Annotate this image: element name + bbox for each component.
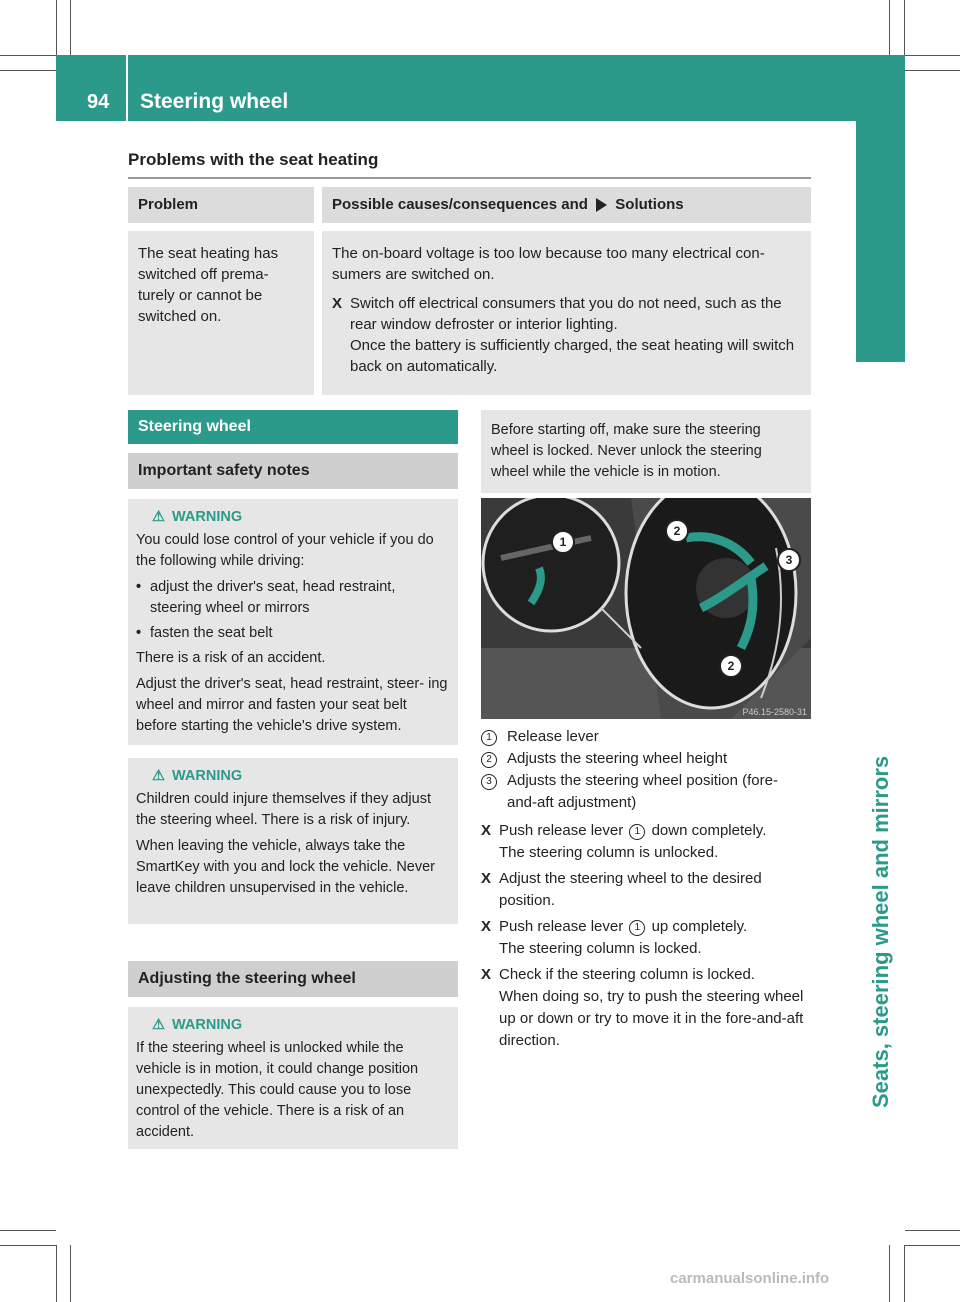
crop-mark <box>0 70 56 71</box>
warning-risk: There is a risk of an accident. <box>136 650 326 666</box>
problem-text: The seat heating has switched off prema- turely or cannot be switched on. <box>138 245 279 325</box>
left-column <box>128 410 458 1149</box>
warning-text: Children could injure themselves if they adjust the steering wheel. There is a risk of injury. <box>136 791 431 828</box>
warning-label: WARNING <box>172 1017 243 1033</box>
legend-number: 2 <box>481 752 497 768</box>
warning-intro: You could lose control of your vehicle if you do the following while driving: <box>136 532 434 569</box>
step-text: Adjust the steering wheel to the desired position. <box>499 870 762 909</box>
chapter-label: Seats, steering wheel and mirrors <box>868 755 893 1108</box>
section-title-adjusting: Adjusting the steering wheel <box>128 961 458 997</box>
step-x-icon: X <box>481 870 492 887</box>
table-header-problem: Problem <box>128 187 318 227</box>
figure-code: P46.15-2580-31 <box>742 707 807 717</box>
step-x-icon: X <box>481 918 492 935</box>
crop-mark <box>0 1230 56 1231</box>
warning-heading <box>152 766 450 787</box>
crop-mark <box>904 1245 905 1302</box>
watermark: carmanualsonline.info <box>670 1270 830 1287</box>
warning-heading <box>152 507 450 528</box>
warning-advice: Adjust the driver's seat, head restraint, steer- ing wheel and mirror and fasten your seat belt before starting the vehicle's drive system. <box>136 676 448 734</box>
warning-text: When leaving the vehicle, always take the SmartKey with you and lock the vehicle. Never leave children unsupervised in the vehicle. <box>136 838 435 896</box>
step-text: Push release lever <box>499 822 624 839</box>
list-item: • fasten the seat belt <box>136 623 450 644</box>
page-header <box>56 55 905 121</box>
problems-heading: Problems with the seat heating <box>128 150 379 169</box>
svg-text:1: 1 <box>559 535 567 549</box>
section-title-steering: Steering wheel <box>128 410 458 444</box>
svg-text:3: 3 <box>785 553 793 567</box>
section-title-safety: Important safety notes <box>128 453 458 489</box>
crop-mark <box>70 0 71 55</box>
step-x-icon: X <box>481 966 492 983</box>
step-x-icon: X <box>481 822 492 839</box>
legend-text: Release lever <box>507 728 599 745</box>
warning-label: WARNING <box>172 509 243 525</box>
legend-item <box>481 726 811 748</box>
step-item <box>481 964 811 1052</box>
step-text: down completely. <box>651 822 767 839</box>
warning-triangle-icon: ⚠ <box>152 768 165 784</box>
crop-mark <box>889 1245 890 1302</box>
steering-adjustment-figure <box>481 498 811 719</box>
step-result: The steering column is unlocked. <box>499 844 719 861</box>
crop-mark <box>0 55 56 56</box>
warning-heading <box>152 1015 450 1036</box>
warning-text: If the steering wheel is unlocked while the vehicle is in motion, it could change position unexpectedly. This could cause you to lose control of the vehicle. There is a risk of an accident. <box>136 1040 419 1140</box>
callout-1-icon: 1 <box>629 920 645 936</box>
header-solutions-a: Possible causes/consequences and <box>332 196 588 213</box>
legend-item <box>481 748 811 770</box>
chapter-sidebar <box>856 55 905 1108</box>
header-solutions-b: Solutions <box>615 196 684 213</box>
svg-text:2: 2 <box>673 524 681 538</box>
header-divider <box>126 55 128 121</box>
page-number: 94 <box>87 91 110 113</box>
legend-text: Adjusts the steering wheel position (fore- and-aft adjustment) <box>507 772 778 811</box>
crop-mark <box>905 1245 960 1246</box>
right-column <box>481 410 811 493</box>
divider <box>128 177 811 179</box>
legend-item <box>481 770 811 814</box>
crop-mark <box>0 1245 56 1246</box>
step-text: up completely. <box>651 918 748 935</box>
crop-mark <box>905 70 960 71</box>
step-text: Check if the steering column is locked. <box>499 966 755 983</box>
warning-box <box>128 499 458 745</box>
warning-box <box>128 758 458 924</box>
warning-label: WARNING <box>172 768 243 784</box>
step-x-icon: X <box>332 295 343 312</box>
header-title: Steering wheel <box>140 90 289 113</box>
list-item: • adjust the driver's seat, head restraint, steering wheel or mirrors <box>136 577 450 619</box>
solution-step <box>332 293 801 377</box>
info-box: Before starting off, make sure the steering wheel is locked. Never unlock the steering wheel while the vehicle is in motion. <box>481 410 811 493</box>
legend-number: 1 <box>481 730 497 746</box>
legend-number: 3 <box>481 774 497 790</box>
step-item <box>481 868 811 912</box>
crop-mark <box>56 0 57 55</box>
solution-cell <box>318 227 811 395</box>
warning-triangle-icon: ⚠ <box>152 509 165 525</box>
table-row <box>128 227 811 395</box>
crop-mark <box>905 55 960 56</box>
crop-mark <box>889 0 890 55</box>
arrow-right-icon <box>596 198 607 212</box>
svg-text:2: 2 <box>727 659 735 673</box>
step-text: Push release lever <box>499 918 624 935</box>
problem-cell <box>128 227 318 395</box>
steering-column-illustration <box>481 498 811 719</box>
step-result: When doing so, try to push the steering wheel up or down or try to move it in the fore-and-aft direction. <box>499 988 804 1049</box>
problems-table <box>128 187 811 395</box>
table-header-row <box>128 187 811 227</box>
crop-mark <box>905 1230 960 1231</box>
step-result: The steering column is locked. <box>499 940 702 957</box>
crop-mark <box>70 1245 71 1302</box>
crop-mark <box>904 0 905 55</box>
step-item <box>481 916 811 960</box>
step-item <box>481 820 811 864</box>
warning-box <box>128 1007 458 1149</box>
table-header-solutions <box>318 187 811 227</box>
solution-text: Switch off electrical consumers that you do not need, such as the rear window defroster or interior lighting. <box>350 295 782 333</box>
crop-mark <box>56 1245 57 1302</box>
warning-triangle-icon: ⚠ <box>152 1017 165 1033</box>
chapter-tab <box>856 55 905 362</box>
legend-list <box>481 726 811 1052</box>
callout-1-icon: 1 <box>629 824 645 840</box>
legend-text: Adjusts the steering wheel height <box>507 750 728 767</box>
solution-text-2: Once the battery is sufficiently charged, the seat heating will switch back on automatically. <box>350 337 795 375</box>
cause-text: The on-board voltage is too low because too many electrical con- sumers are switched on. <box>332 245 765 283</box>
